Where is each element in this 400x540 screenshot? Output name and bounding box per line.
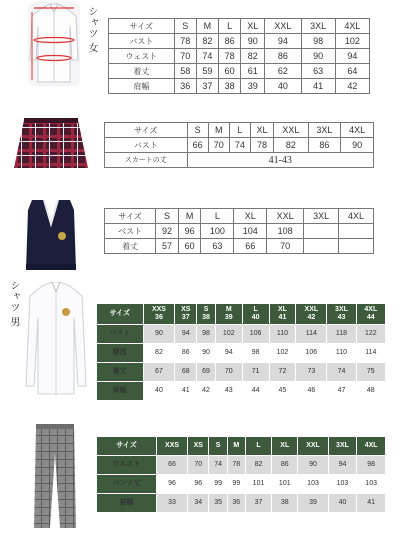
row-label: 着丈 bbox=[97, 363, 144, 382]
table-cell: 69 bbox=[197, 363, 216, 382]
table-cell: 39 bbox=[298, 494, 328, 513]
table-header-cell: S bbox=[187, 123, 208, 138]
table-cell: 66 bbox=[187, 138, 208, 153]
table-cell: 102 bbox=[335, 34, 369, 49]
table-cell: 42 bbox=[335, 79, 369, 94]
row-label: バスト bbox=[109, 34, 175, 49]
table-header-cell: 4XL bbox=[339, 209, 374, 224]
table-cell: 74 bbox=[229, 138, 250, 153]
table-header-cell: L bbox=[201, 209, 234, 224]
table-cell: 34 bbox=[188, 494, 209, 513]
table-cell bbox=[304, 239, 339, 254]
table-cell: 57 bbox=[156, 239, 179, 254]
table-cell: 90 bbox=[197, 344, 216, 363]
table-header-row bbox=[97, 437, 386, 456]
table-cell: 36 bbox=[174, 79, 196, 94]
table-header-cell bbox=[269, 304, 296, 325]
table-row bbox=[105, 224, 374, 239]
table-cell: 47 bbox=[327, 382, 356, 401]
table-cell: 72 bbox=[269, 363, 296, 382]
skirt-length-value: 41-43 bbox=[187, 153, 373, 168]
row-label: バスト bbox=[105, 138, 188, 153]
table-header-cell: M bbox=[227, 437, 245, 456]
collar-size: 37 bbox=[181, 314, 190, 321]
collar-size: 41 bbox=[278, 314, 287, 321]
table-cell: 90 bbox=[143, 325, 175, 344]
table-cell: 33 bbox=[157, 494, 188, 513]
row-label: 裾幅 bbox=[97, 494, 157, 513]
table-cell: 94 bbox=[265, 34, 301, 49]
table-cell bbox=[339, 239, 374, 254]
table-cell: 114 bbox=[296, 325, 327, 344]
table-cell: 78 bbox=[227, 456, 245, 475]
table-cell: 98 bbox=[357, 456, 386, 475]
table-header-row bbox=[97, 304, 386, 325]
collar-size: 39 bbox=[224, 314, 233, 321]
table-header-cell: XL bbox=[241, 19, 265, 34]
row-label: 肩幅 bbox=[97, 382, 144, 401]
table-cell: 35 bbox=[209, 494, 227, 513]
male-shirt-image bbox=[24, 282, 88, 400]
size-label: XXS bbox=[151, 306, 166, 313]
table-cell: 110 bbox=[269, 325, 296, 344]
size-label: M bbox=[225, 306, 232, 313]
table-cell: 45 bbox=[269, 382, 296, 401]
female-shirt-label: シャツ 女 bbox=[86, 6, 97, 54]
size-label: L bbox=[253, 306, 258, 313]
table-cell: 74 bbox=[196, 49, 218, 64]
table-header-row bbox=[105, 209, 374, 224]
table-cell: 36 bbox=[227, 494, 245, 513]
table-cell: 40 bbox=[328, 494, 357, 513]
table-header-cell: S bbox=[209, 437, 227, 456]
male-shirt-photo bbox=[24, 282, 88, 400]
table-cell: 74 bbox=[327, 363, 356, 382]
size-label: XL bbox=[277, 306, 287, 313]
table-row bbox=[97, 382, 386, 401]
table-header-cell: L bbox=[219, 19, 241, 34]
table-cell: 78 bbox=[219, 49, 241, 64]
table-cell: 48 bbox=[356, 382, 385, 401]
table-cell bbox=[339, 224, 374, 239]
table-cell: 90 bbox=[241, 34, 265, 49]
collar-size: 36 bbox=[155, 314, 163, 321]
collar-size: 44 bbox=[366, 314, 375, 321]
table-header-cell: 3XL bbox=[304, 209, 339, 224]
table-cell: 40 bbox=[143, 382, 175, 401]
table-header-cell: XS bbox=[188, 437, 209, 456]
table-header-cell: 3XL bbox=[308, 123, 341, 138]
table-cell: 62 bbox=[265, 64, 301, 79]
table-header-cell: 4XL bbox=[341, 123, 374, 138]
row-label: ウェスト bbox=[109, 49, 175, 64]
table-cell: 104 bbox=[234, 224, 267, 239]
table-cell: 86 bbox=[175, 344, 197, 363]
table-cell: 78 bbox=[250, 138, 273, 153]
table-header-cell: XXL bbox=[298, 437, 328, 456]
table-row bbox=[97, 363, 386, 382]
table-header-cell: 4XL bbox=[335, 19, 369, 34]
table-header-cell: S bbox=[174, 19, 196, 34]
table-header-cell bbox=[356, 304, 385, 325]
table-cell: 92 bbox=[156, 224, 179, 239]
table-row bbox=[109, 34, 370, 49]
table-header-cell: XL bbox=[250, 123, 273, 138]
table-cell: 99 bbox=[227, 475, 245, 494]
table-cell: 103 bbox=[357, 475, 386, 494]
table-row bbox=[109, 79, 370, 94]
table-header-cell: M bbox=[178, 209, 201, 224]
table-cell: 43 bbox=[215, 382, 242, 401]
table-cell: 63 bbox=[201, 239, 234, 254]
table-cell: 75 bbox=[356, 363, 385, 382]
table-cell: 42 bbox=[197, 382, 216, 401]
table-cell: 37 bbox=[196, 79, 218, 94]
table-row bbox=[105, 138, 374, 153]
female-shirt-size-table bbox=[108, 18, 370, 94]
table-header-cell bbox=[242, 304, 269, 325]
table-cell: 100 bbox=[201, 224, 234, 239]
table-row bbox=[109, 64, 370, 79]
size-label: XXL bbox=[304, 306, 319, 313]
collar-size: 38 bbox=[202, 314, 210, 321]
table-header-cell: M bbox=[208, 123, 229, 138]
table-cell: 86 bbox=[308, 138, 341, 153]
row-label: 肩幅 bbox=[109, 79, 175, 94]
table-header-cell bbox=[143, 304, 175, 325]
vest-photo bbox=[22, 196, 80, 274]
row-label: 着丈 bbox=[109, 64, 175, 79]
male-shirt-label: シャツ 男 bbox=[8, 280, 19, 328]
table-row bbox=[97, 344, 386, 363]
table-cell: 98 bbox=[301, 34, 335, 49]
table-cell: 67 bbox=[143, 363, 175, 382]
table-cell: 118 bbox=[327, 325, 356, 344]
table-cell: 94 bbox=[215, 344, 242, 363]
table-cell: 114 bbox=[356, 344, 385, 363]
row-label: ベスト bbox=[105, 224, 156, 239]
table-cell: 82 bbox=[241, 49, 265, 64]
table-header-cell: サイズ bbox=[109, 19, 175, 34]
table-cell: 73 bbox=[296, 363, 327, 382]
size-label: S bbox=[203, 306, 209, 313]
table-cell: 86 bbox=[265, 49, 301, 64]
table-cell: 68 bbox=[175, 363, 197, 382]
table-cell: 98 bbox=[242, 344, 269, 363]
pants-size-table bbox=[96, 436, 386, 513]
table-header-cell: XXS bbox=[157, 437, 188, 456]
table-cell: 86 bbox=[219, 34, 241, 49]
table-cell: 60 bbox=[219, 64, 241, 79]
table-cell: 61 bbox=[241, 64, 265, 79]
table-header-cell: 4XL bbox=[357, 437, 386, 456]
table-header-cell: XL bbox=[234, 209, 267, 224]
table-header-cell bbox=[175, 304, 197, 325]
female-shirt-photo bbox=[28, 2, 80, 86]
table-cell: 41 bbox=[357, 494, 386, 513]
table-cell: 94 bbox=[175, 325, 197, 344]
table-row bbox=[97, 325, 386, 344]
row-label: スカートの丈 bbox=[105, 153, 188, 168]
table-cell: 96 bbox=[178, 224, 201, 239]
table-cell: 90 bbox=[341, 138, 374, 153]
table-cell: 122 bbox=[356, 325, 385, 344]
skirt-size-table bbox=[104, 122, 374, 168]
table-row bbox=[97, 456, 386, 475]
table-cell: 70 bbox=[215, 363, 242, 382]
table-header-cell: サイズ bbox=[105, 209, 156, 224]
table-header-cell: XXL bbox=[267, 209, 304, 224]
table-cell: 96 bbox=[157, 475, 188, 494]
table-cell: 106 bbox=[296, 344, 327, 363]
table-header-cell: 3XL bbox=[328, 437, 357, 456]
table-header-cell: L bbox=[229, 123, 250, 138]
table-cell: 98 bbox=[197, 325, 216, 344]
table-cell: 94 bbox=[335, 49, 369, 64]
table-cell: 106 bbox=[242, 325, 269, 344]
table-cell: 82 bbox=[245, 456, 271, 475]
table-cell: 70 bbox=[208, 138, 229, 153]
table-cell: 90 bbox=[301, 49, 335, 64]
size-label: 3XL bbox=[335, 306, 348, 313]
table-cell: 70 bbox=[267, 239, 304, 254]
row-label: 着丈 bbox=[105, 239, 156, 254]
skirt-photo bbox=[10, 116, 92, 172]
table-cell: 102 bbox=[269, 344, 296, 363]
table-cell: 86 bbox=[272, 456, 298, 475]
table-cell: 44 bbox=[242, 382, 269, 401]
table-cell: 74 bbox=[209, 456, 227, 475]
table-row bbox=[97, 475, 386, 494]
pants-image bbox=[30, 424, 80, 530]
vest-image bbox=[22, 196, 80, 274]
table-cell: 82 bbox=[196, 34, 218, 49]
table-cell: 90 bbox=[298, 456, 328, 475]
table-header-cell: XL bbox=[272, 437, 298, 456]
table-cell: 60 bbox=[178, 239, 201, 254]
size-label: 4XL bbox=[364, 306, 378, 313]
table-cell: 82 bbox=[143, 344, 175, 363]
row-label: パンツ丈 bbox=[97, 475, 157, 494]
table-cell: 40 bbox=[265, 79, 301, 94]
table-row bbox=[109, 49, 370, 64]
table-header-cell: XXL bbox=[265, 19, 301, 34]
male-shirt-size-table bbox=[96, 303, 386, 401]
table-header-cell: 3XL bbox=[301, 19, 335, 34]
table-cell: 38 bbox=[272, 494, 298, 513]
table-cell: 82 bbox=[274, 138, 309, 153]
table-header-cell: L bbox=[245, 437, 271, 456]
table-cell: 39 bbox=[241, 79, 265, 94]
table-cell: 70 bbox=[188, 456, 209, 475]
table-cell: 66 bbox=[234, 239, 267, 254]
table-cell: 99 bbox=[209, 475, 227, 494]
table-header-row bbox=[105, 123, 374, 138]
row-label: ウエスト bbox=[97, 456, 157, 475]
table-cell: 110 bbox=[327, 344, 356, 363]
table-cell: 41 bbox=[175, 382, 197, 401]
table-cell: 58 bbox=[174, 64, 196, 79]
table-header-cell bbox=[296, 304, 327, 325]
size-label: サイズ bbox=[109, 310, 130, 317]
table-header-cell bbox=[215, 304, 242, 325]
table-cell: 108 bbox=[267, 224, 304, 239]
table-cell: 94 bbox=[328, 456, 357, 475]
table-header-cell: S bbox=[156, 209, 179, 224]
table-row bbox=[105, 153, 374, 168]
female-shirt-image bbox=[28, 2, 80, 86]
table-cell: 103 bbox=[298, 475, 328, 494]
table-row bbox=[105, 239, 374, 254]
collar-size: 42 bbox=[307, 314, 316, 321]
table-header-cell: サイズ bbox=[97, 437, 157, 456]
row-label: バスト bbox=[97, 325, 144, 344]
collar-size: 40 bbox=[251, 314, 260, 321]
row-label: 腰围 bbox=[97, 344, 144, 363]
table-cell: 102 bbox=[215, 325, 242, 344]
table-header-row bbox=[109, 19, 370, 34]
table-cell: 71 bbox=[242, 363, 269, 382]
table-cell: 37 bbox=[245, 494, 271, 513]
table-header-cell: サイズ bbox=[105, 123, 188, 138]
table-cell: 38 bbox=[219, 79, 241, 94]
table-cell: 101 bbox=[245, 475, 271, 494]
table-cell: 66 bbox=[157, 456, 188, 475]
table-header-cell bbox=[327, 304, 356, 325]
pants-photo bbox=[30, 424, 80, 530]
table-cell: 64 bbox=[335, 64, 369, 79]
table-row bbox=[97, 494, 386, 513]
skirt-image bbox=[10, 116, 92, 172]
table-cell: 59 bbox=[196, 64, 218, 79]
table-header-cell bbox=[97, 304, 144, 325]
size-label: XS bbox=[181, 306, 191, 313]
table-header-cell: M bbox=[196, 19, 218, 34]
table-cell: 101 bbox=[272, 475, 298, 494]
table-cell: 41 bbox=[301, 79, 335, 94]
table-header-cell: XXL bbox=[274, 123, 309, 138]
table-cell: 70 bbox=[174, 49, 196, 64]
collar-size: 43 bbox=[337, 314, 346, 321]
table-cell: 63 bbox=[301, 64, 335, 79]
table-cell bbox=[304, 224, 339, 239]
table-cell: 103 bbox=[328, 475, 357, 494]
table-header-cell bbox=[197, 304, 216, 325]
table-cell: 46 bbox=[296, 382, 327, 401]
table-cell: 96 bbox=[188, 475, 209, 494]
table-cell: 78 bbox=[174, 34, 196, 49]
vest-size-table bbox=[104, 208, 374, 254]
